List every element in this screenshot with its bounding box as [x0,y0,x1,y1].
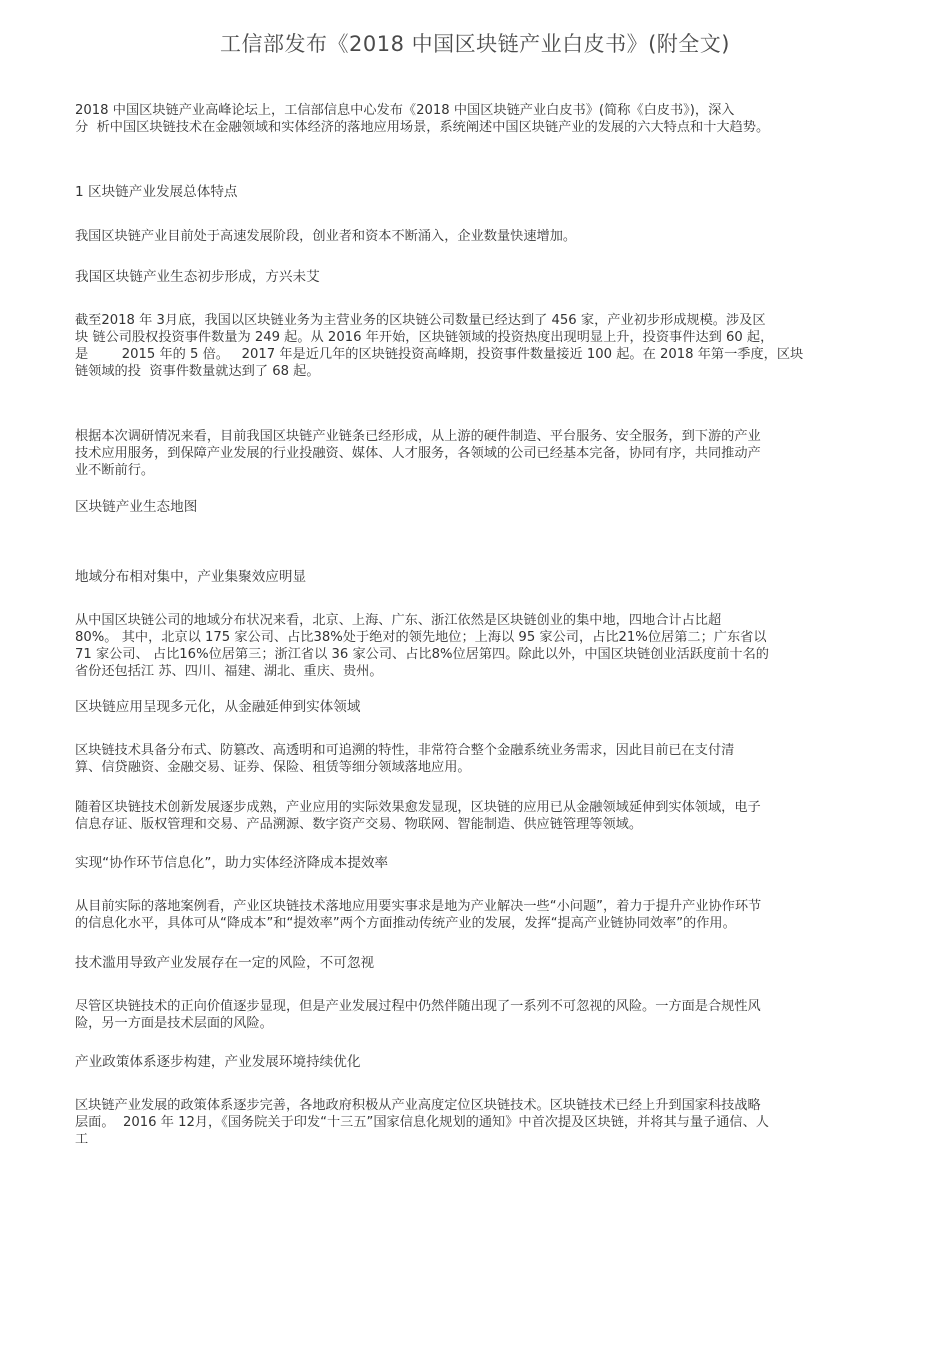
paragraph [75,998,877,1032]
image-caption: 区块链产业生态地图 [75,499,198,515]
paragraph [75,1097,877,1148]
document-title: 工信部发布《2018 中国区块链产业白皮书》(附全文) [219,32,730,56]
text-line: 链领域的投 资事件数量就达到了 68 起。 [75,364,320,379]
text-line: 险，另一方面是技术层面的风险。 [75,1016,273,1031]
paragraph [75,428,877,479]
subheading: 实现“协作环节信息化”，助力实体经济降成本提效率 [75,855,389,871]
paragraph [75,312,877,380]
text-line: 块 链公司股权投资事件数量为 249 起。从 2016 年开始，区块链领域的投资热度出现明显上升，投资事件达到 60 起， [75,330,774,345]
paragraph: 我国区块链产业目前处于高速发展阶段，创业者和资本不断涌入，企业数量快速增加。 [75,229,577,244]
text-line: 从中国区块链公司的地域分布状况来看，北京、上海、广东、浙江依然是区块链创业的集中地，四地合计占比超 [75,613,722,628]
text-line: 的信息化水平，具体可从“降成本”和“提效率”两个方面推动传统产业的发展，发挥“提高产业链协同效率”的作用。 [75,916,736,931]
text-line: 71 家公司、 占比16%位居第三；浙江省以 36 家公司、占比8%位居第四。除此以外，中国区块链创业活跃度前十名的 [75,647,769,662]
text-line: 截至2018 年 3月底，我国以区块链业务为主营业务的区块链公司数量已经达到了 456 家，产业初步形成规模。涉及区 [75,313,766,328]
text-line: 业不断前行。 [75,463,155,478]
subheading: 技术滥用导致产业发展存在一定的风险，不可忽视 [75,955,375,971]
subheading: 区块链应用呈现多元化，从金融延伸到实体领域 [75,699,361,715]
text-line: 区块链技术具备分布式、防篡改、高透明和可追溯的特性，非常符合整个金融系统业务需求，因此目前已在支付清 [75,743,735,758]
subheading: 地域分布相对集中，产业集聚效应明显 [75,569,307,585]
text-line: 尽管区块链技术的正向价值逐步显现，但是产业发展过程中仍然伴随出现了一系列不可忽视的风险。一方面是合规性风 [75,999,761,1014]
text-line: 区块链产业发展的政策体系逐步完善，各地政府积极从产业高度定位区块链技术。区块链技术已经上升到国家科技战略 [75,1098,761,1113]
text-line: 工 [75,1132,89,1147]
section-heading: 1 区块链产业发展总体特点 [75,184,238,200]
text-line: 技术应用服务，到保障产业发展的行业投融资、媒体、人才服务，各领域的公司已经基本完备，协同有序，共同推动产 [75,446,761,461]
subheading: 我国区块链产业生态初步形成，方兴未艾 [75,269,320,285]
text-line: 算、信贷融资、金融交易、证券、保险、租赁等细分领域落地应用。 [75,760,471,775]
paragraph [75,898,877,932]
text-line: 从目前实际的落地案例看，产业区块链技术落地应用要实事求是地为产业解决一些“小问题”，着力于提升产业协作环节 [75,899,762,914]
text-line: 是 2015 年的 5 倍。 2017 年是近几年的区块链投资高峰期，投资事件数量接近 100 起。在 2018 年第一季度，区块 [75,347,804,362]
text-line: 随着区块链技术创新发展逐步成熟，产业应用的实际效果愈发显现，区块链的应用已从金融领域延伸到实体领域，电子 [75,800,761,815]
text-line: 省份还包括江 苏、四川、福建、湖北、重庆、贵州。 [75,664,383,679]
text-line: 根据本次调研情况来看，目前我国区块链产业链条已经形成，从上游的硬件制造、平台服务、安全服务，到下游的产业 [75,429,761,444]
text-line: 信息存证、版权管理和交易、产品溯源、数字资产交易、物联网、智能制造、供应链管理等领域。 [75,817,643,832]
text-line: 分 析中国区块链技术在金融领域和实体经济的落地应用场景，系统阐述中国区块链产业的发展的六大特点和十大趋势。 [75,120,770,135]
paragraph [75,799,877,833]
text-line: 层面。 2016 年 12月，《国务院关于印发“十三五”国家信息化规划的通知》中首次提及区块链，并将其与量子通信、人 [75,1115,769,1130]
intro-paragraph [75,102,877,136]
text-line: 80%。 其中，北京以 175 家公司、占比38%处于绝对的领先地位；上海以 95 家公司，占比21%位居第二；广东省以 [75,630,767,645]
text-line: 2018 中国区块链产业高峰论坛上，工信部信息中心发布《2018 中国区块链产业白皮书》(简称《白皮书》)，深入 [75,103,735,118]
paragraph [75,742,877,776]
subheading: 产业政策体系逐步构建，产业发展环境持续优化 [75,1054,361,1070]
paragraph [75,612,877,680]
